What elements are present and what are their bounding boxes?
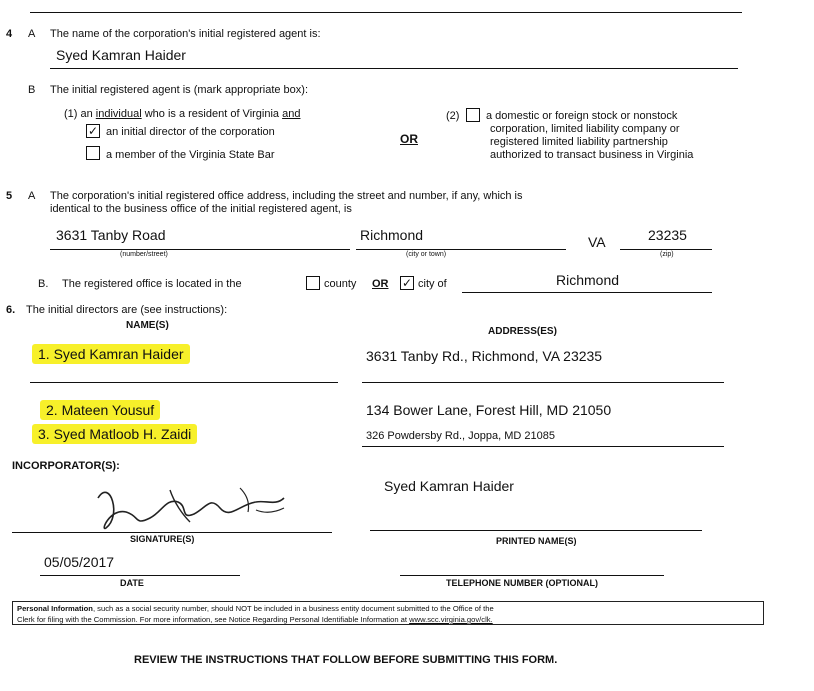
city-of-value: Richmond xyxy=(556,272,620,288)
director-1-name xyxy=(32,346,190,362)
checkbox-initial-director[interactable] xyxy=(86,124,100,138)
section-4a-text: The name of the corporation's initial registered agent is: xyxy=(50,28,321,40)
section-5b-text: The registered office is located in the xyxy=(62,278,242,290)
telephone-caption: TELEPHONE NUMBER (OPTIONAL) xyxy=(446,578,598,588)
section-5a-text-2: identical to the business office of the initial registered agent, is xyxy=(50,203,352,215)
option-1-and: and xyxy=(282,108,301,120)
option-1b-label: a member of the Virginia State Bar xyxy=(106,149,275,161)
director-2-address: 134 Bower Lane, Forest Hill, MD 21050 xyxy=(366,402,612,418)
incorporator-printed-name: Syed Kamran Haider xyxy=(384,478,514,494)
director-3-address: 326 Powdersby Rd., Joppa, MD 21085 xyxy=(366,430,555,442)
section-4b-letter: B xyxy=(28,84,36,96)
director-1-address: 3631 Tanby Rd., Richmond, VA 23235 xyxy=(366,348,603,364)
addresses-header: ADDRESS(ES) xyxy=(488,326,557,337)
office-city-value: Richmond xyxy=(360,227,424,243)
notice-line-2 xyxy=(17,614,759,625)
office-street-caption: (number/street) xyxy=(120,251,168,258)
section-6-number: 6. xyxy=(6,304,16,316)
review-instructions: REVIEW THE INSTRUCTIONS THAT FOLLOW BEFORE SUBMITTING THIS FORM. xyxy=(134,654,558,666)
option-2-number: (2) xyxy=(446,110,460,122)
date-caption: DATE xyxy=(120,578,144,588)
section-5b-letter: B. xyxy=(38,278,49,290)
office-city-line xyxy=(356,249,566,250)
signature-image xyxy=(70,468,300,538)
city-of-line xyxy=(462,292,712,293)
section-5a-text-1: The corporation's initial registered office address, including the street and number, if any, which is xyxy=(50,190,523,202)
printed-name-line xyxy=(370,530,702,531)
notice-line-1 xyxy=(17,603,759,614)
office-zip-caption: (zip) xyxy=(660,251,674,258)
section-5-number: 5 xyxy=(6,190,13,202)
director-1-address-line xyxy=(362,382,724,383)
date-line xyxy=(40,575,240,576)
option-2-line-1: a domestic or foreign stock or nonstock xyxy=(486,110,678,122)
option-1-individual: individual xyxy=(95,108,142,120)
office-city-caption: (city or town) xyxy=(406,251,447,258)
date-value: 05/05/2017 xyxy=(44,554,115,570)
option-1-text xyxy=(64,108,300,120)
director-1-name-text: 1. Syed Kamran Haider xyxy=(32,344,190,364)
telephone-line xyxy=(400,575,664,576)
notice-bold-lead: Personal Information xyxy=(17,604,93,613)
top-rule xyxy=(30,12,742,13)
incorporators-heading: INCORPORATOR(S): xyxy=(12,460,120,472)
notice-text-1: , such as a social security number, should NOT be included in a business entity document submitted to the Office of the xyxy=(92,604,494,613)
check-mark-icon: ✓ xyxy=(88,124,99,138)
agent-name-value: Syed Kamran Haider xyxy=(56,47,186,63)
checkbox-city[interactable] xyxy=(400,276,414,290)
office-street-line xyxy=(50,249,350,250)
office-state-value: VA xyxy=(588,234,606,250)
office-zip-line xyxy=(620,249,712,250)
signature-line xyxy=(12,532,332,533)
option-1-prefix: (1) an xyxy=(64,108,96,120)
signature-caption: SIGNATURE(S) xyxy=(130,534,195,544)
director-2-name xyxy=(40,402,160,418)
names-header: NAME(S) xyxy=(126,320,169,331)
city-of-label: city of xyxy=(418,278,447,290)
option-2-line-2: corporation, limited liability company or xyxy=(490,123,680,135)
option-1a-label: an initial director of the corporation xyxy=(106,126,275,138)
director-1-name-line xyxy=(30,382,338,383)
office-zip-value: 23235 xyxy=(648,227,687,243)
office-street-value: 3631 Tanby Road xyxy=(56,227,166,243)
section-4-number: 4 xyxy=(6,28,13,40)
director-3-name-text: 3. Syed Matloob H. Zaidi xyxy=(32,424,197,444)
section-6-text: The initial directors are (see instructions): xyxy=(26,304,228,316)
check-mark-icon: ✓ xyxy=(402,276,413,290)
checkbox-virginia-state-bar[interactable] xyxy=(86,146,100,160)
option-2-line-3: registered limited liability partnership xyxy=(490,136,668,148)
director-3-address-line xyxy=(362,446,724,447)
section-4b-text: The initial registered agent is (mark appropriate box): xyxy=(50,84,309,96)
agent-name-line xyxy=(50,68,738,69)
printed-name-caption: PRINTED NAME(S) xyxy=(496,536,577,546)
notice-link[interactable]: www.scc.virginia.gov/clk. xyxy=(409,615,493,624)
director-2-name-text: 2. Mateen Yousuf xyxy=(40,400,160,420)
section-5a-letter: A xyxy=(28,190,36,202)
option-2-line-4: authorized to transact business in Virginia xyxy=(490,149,694,161)
checkbox-county[interactable] xyxy=(306,276,320,290)
option-or-label: OR xyxy=(400,132,418,146)
option-1-middle: who is a resident of Virginia xyxy=(141,108,283,120)
county-label: county xyxy=(324,278,357,290)
section-4a-letter: A xyxy=(28,28,36,40)
notice-text-2: Clerk for filing with the Commission. For more information, see Notice Regarding Personal Identifiable Information at xyxy=(17,615,410,624)
county-or-label: OR xyxy=(372,278,389,290)
checkbox-entity-agent[interactable] xyxy=(466,108,480,122)
director-3-name xyxy=(32,426,197,442)
personal-information-notice xyxy=(12,601,764,625)
